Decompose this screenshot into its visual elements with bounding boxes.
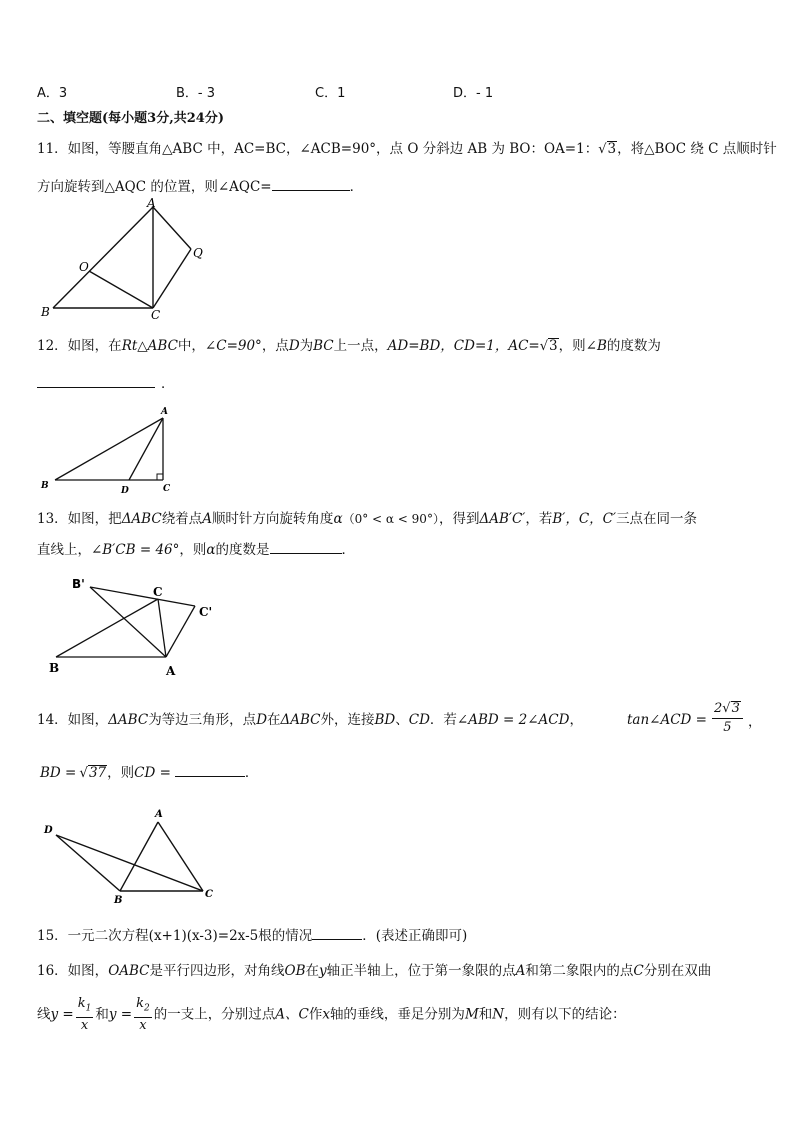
q12-sqrt-value: 3 <box>549 338 558 354</box>
segment-dc <box>56 835 203 891</box>
choice-letter: B． <box>176 86 198 101</box>
q13-math: ΔABC <box>121 511 162 527</box>
q16-text: 和 <box>95 1006 109 1023</box>
q12-text: 的度数为 <box>606 338 661 354</box>
label-c: C <box>153 585 163 599</box>
answer-blank[interactable] <box>175 762 245 777</box>
label-c: C <box>163 484 171 494</box>
q13-text: 三点在同一条 <box>616 511 698 527</box>
choice-b <box>176 82 215 101</box>
q16-text: 是平行四边形，对角线 <box>149 963 285 979</box>
answer-blank[interactable] <box>270 539 342 554</box>
q16-text: 分别在双曲 <box>643 963 712 979</box>
q11-text: 11．如图，等腰直角△ABC 中，AC=BC，∠ACB=90°，点 O 分斜边 AB 为 BO：OA=1： <box>37 141 599 157</box>
q13-text: 的度数是 <box>215 542 270 558</box>
label-a: A <box>161 407 168 417</box>
right-angle-mark <box>157 474 163 480</box>
q16-text: 的一支上，分别过点 <box>153 1006 276 1023</box>
q14-math: tan∠ACD = <box>627 712 707 728</box>
q12-math: B <box>596 338 607 354</box>
q11-text: ，将△BOC 绕 C 点顺时针 <box>617 141 777 157</box>
q11-text: 方向旋转到△AQC 的位置，则∠AQC= <box>37 179 272 195</box>
q12-text: 为 <box>299 338 314 354</box>
q14-comma: ， <box>748 714 762 730</box>
q12-line2 <box>37 373 175 394</box>
q14-math: BD <box>374 712 396 728</box>
q14-fraction <box>712 700 743 737</box>
q12-text: 中，∠ <box>177 338 217 354</box>
q16-math: x <box>322 1006 330 1023</box>
label-d: D <box>44 825 53 836</box>
segment-ba <box>55 418 163 480</box>
choice-value: - 3 <box>197 86 216 101</box>
segment-bc <box>56 599 158 657</box>
q12-text: ，则∠ <box>558 338 597 354</box>
frac-k: k <box>136 996 144 1011</box>
segment-ba <box>53 207 153 308</box>
choice-value: 3 <box>58 86 68 101</box>
q13-figure <box>40 570 230 680</box>
q16-text: 和第二象限内的点 <box>525 963 634 979</box>
choice-letter: A． <box>37 86 59 101</box>
label-q: Q <box>193 246 203 260</box>
label-c-prime: C' <box>199 605 213 619</box>
q16-math: A、C <box>275 1006 309 1023</box>
segment-qc <box>153 249 191 308</box>
q14-line1 <box>37 710 583 730</box>
q14-math: D <box>256 712 268 728</box>
choice-value: - 1 <box>476 86 494 101</box>
label-a: A <box>155 809 163 820</box>
q14-math: CD <box>408 712 430 728</box>
q14-math: BD = <box>40 765 77 781</box>
q16-math: OB <box>284 963 306 979</box>
q16-text: 在 <box>305 963 320 979</box>
answer-blank[interactable] <box>37 373 155 388</box>
label-c: C <box>151 308 161 322</box>
q16-text: 轴的垂线，垂足分别为 <box>329 1006 465 1023</box>
fraction-k1-over-x <box>76 996 94 1034</box>
q14-math: ∠ABD = 2∠ACD <box>456 712 570 728</box>
q11-sqrt-value: 3 <box>607 141 617 157</box>
fraction-k2-over-x <box>134 996 152 1034</box>
q14-text: ，则 <box>107 765 135 781</box>
q12-text: 上一点， <box>333 338 388 354</box>
q13-text: ，则 <box>179 542 207 558</box>
q13-math: （0° < α < 90°） <box>342 512 439 526</box>
q11-figure <box>35 195 215 325</box>
label-a: A <box>147 196 156 210</box>
q16-math: M <box>464 1006 479 1023</box>
q11-line2 <box>37 176 363 197</box>
label-o: O <box>79 260 89 274</box>
q16-line1 <box>37 961 711 981</box>
fraction-denominator: 5 <box>723 720 732 735</box>
q14-math: ΔABC <box>108 712 149 728</box>
frac-den: x <box>139 1017 147 1033</box>
q12-math: AD=BD，CD=1，AC= <box>387 338 540 354</box>
q13-text: 绕着点 <box>161 511 203 527</box>
q14-sqrt-value: 37 <box>88 765 107 781</box>
q16-line2 <box>37 996 626 1034</box>
q16-math: y = <box>108 1006 133 1023</box>
q12-figure <box>35 400 185 496</box>
choice-letter: C． <box>315 86 338 101</box>
q14-math: ΔABC <box>280 712 321 728</box>
answer-blank[interactable] <box>312 925 362 940</box>
q15-line <box>37 925 467 946</box>
q13-math: ∠B′CB = 46° <box>91 542 180 558</box>
q12-text: 12．如图，在 <box>37 338 122 354</box>
q13-text: ，若 <box>525 511 553 527</box>
q13-math: α <box>206 542 216 558</box>
q13-math: B′，C，C′ <box>552 511 617 527</box>
q13-line1 <box>37 509 697 529</box>
q12-math: BC <box>313 338 334 354</box>
q14-text: 外，连接 <box>320 712 375 728</box>
q14-text: 在 <box>267 712 281 728</box>
label-a: A <box>166 664 176 678</box>
q14-text: 为等边三角形，点 <box>148 712 257 728</box>
q12-text: ，点 <box>261 338 289 354</box>
q14-tan-expression <box>627 710 707 730</box>
q14-text: 、 <box>395 712 409 728</box>
frac-k-sub: 1 <box>85 1003 92 1014</box>
label-b: B <box>49 661 60 675</box>
q14-text: ， <box>569 712 583 728</box>
q13-text: 13．如图，把 <box>37 511 122 527</box>
q11-line1: 11．如图，等腰直角△ABC 中，AC=BC，∠ACB=90°，点 O 分斜边 AB 为 BO：OA=1：√3，将△BOC 绕 C 点顺时针 <box>37 141 777 157</box>
q16-text: 作 <box>308 1006 323 1023</box>
section-title: 二、填空题(每小题3分,共24分) <box>37 111 224 126</box>
q12-end: ． <box>161 376 175 392</box>
q16-math: OABC <box>108 963 150 979</box>
q14-text: 14．如图， <box>37 712 109 728</box>
q13-line2 <box>37 539 355 560</box>
choice-d <box>453 82 493 101</box>
q13-text: 顺时针方向旋转角度 <box>211 511 334 527</box>
q14-end: ． <box>244 765 259 781</box>
numerator-sqrt: 3 <box>731 701 740 716</box>
q14-math: CD = <box>134 765 171 781</box>
segment-b1c1 <box>90 587 195 606</box>
segment-oc <box>89 271 153 308</box>
q12-line1: 12．如图，在Rt△ABC中，∠C=90°，点D为BC上一点，AD=BD，CD=1，AC=√3，则∠B的度数为 <box>37 338 661 354</box>
q16-text: 轴正半轴上，位于第一象限的点 <box>326 963 516 979</box>
label-c: C <box>205 889 213 900</box>
q11-end: ． <box>349 179 364 195</box>
q13-math: ΔAB′C′ <box>479 511 526 527</box>
q13-math: α <box>333 511 343 527</box>
segment-c1a <box>166 606 195 657</box>
frac-den: x <box>80 1017 89 1033</box>
label-d: D <box>121 486 129 496</box>
q16-math: A <box>515 963 526 979</box>
q16-math: C <box>633 963 644 979</box>
label-b: B <box>114 895 123 905</box>
q16-text: 16．如图， <box>37 963 109 979</box>
q16-text: ，则有以下的结论： <box>504 1006 626 1023</box>
answer-blank[interactable] <box>272 176 350 191</box>
q16-math: y = <box>50 1006 74 1023</box>
numerator-coef: 2 <box>714 701 723 716</box>
segment-ca <box>158 599 166 657</box>
q16-text: 和 <box>478 1006 493 1023</box>
frac-k-sub: 2 <box>143 1003 150 1014</box>
choice-value: 1 <box>337 86 346 101</box>
q14-line2: BD = √37，则CD = ． <box>40 762 258 783</box>
q12-math: D <box>288 338 300 354</box>
label-b-prime: B' <box>72 577 85 591</box>
label-b: B <box>41 305 50 319</box>
q14-text: ．若 <box>429 712 457 728</box>
q15-text: ．(表述正确即可) <box>362 928 468 944</box>
q13-text: ，得到 <box>438 511 480 527</box>
segment-db <box>56 835 120 891</box>
segment-aq <box>153 207 191 249</box>
choice-letter: D． <box>453 86 477 101</box>
q12-math: Rt△ABC <box>121 338 178 354</box>
q12-math: C=90° <box>216 338 262 354</box>
q13-end: ． <box>341 542 355 558</box>
q13-text: 直线上， <box>37 542 91 558</box>
q14-figure <box>38 805 223 905</box>
q16-math: y <box>319 963 327 979</box>
choice-a <box>37 82 67 101</box>
q15-text: 15．一元二次方程(x+1)(x-3)=2x-5根的情况 <box>37 928 313 944</box>
segment-ac <box>158 822 203 891</box>
fraction-numerator: 2√3 <box>712 700 743 719</box>
label-b: B <box>41 481 49 491</box>
q16-math: N <box>492 1006 505 1023</box>
q16-text: 线 <box>37 1006 51 1023</box>
q13-math: A <box>202 511 212 527</box>
choice-c <box>315 82 345 101</box>
frac-k: k <box>77 996 86 1011</box>
segment-ab <box>120 822 158 891</box>
